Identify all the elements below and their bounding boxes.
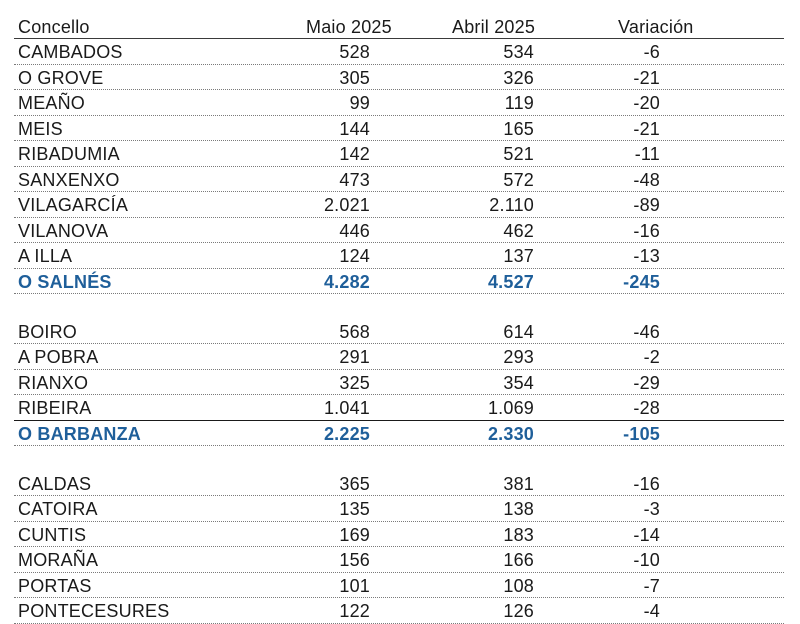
group-spacer xyxy=(14,446,784,471)
row-name: BOIRO xyxy=(18,321,78,342)
row-variation: -13 xyxy=(633,246,660,266)
row-name: VILAGARCÍA xyxy=(18,195,129,215)
row-name: CATOIRA xyxy=(18,499,98,519)
row-april: 166 xyxy=(503,550,534,570)
table-row xyxy=(14,65,784,91)
row-may: 101 xyxy=(339,575,370,596)
header-may: Maio 2025 xyxy=(306,17,392,37)
header-variation: Variación xyxy=(618,17,694,37)
table-row xyxy=(14,598,784,624)
row-name: RIANXO xyxy=(18,372,89,393)
table-row xyxy=(14,141,784,167)
table-row xyxy=(14,573,784,599)
row-name: O GROVE xyxy=(18,67,104,88)
row-april: 138 xyxy=(503,499,534,519)
total-row-barbanza xyxy=(14,421,784,447)
table-row xyxy=(14,344,784,370)
row-variation: -89 xyxy=(633,195,660,215)
total-april: 2.330 xyxy=(487,423,534,444)
row-april: 126 xyxy=(503,601,534,621)
row-variation: -4 xyxy=(643,601,660,621)
header-concello: Concello xyxy=(18,17,90,37)
table-row xyxy=(14,39,784,65)
row-name: A POBRA xyxy=(18,347,99,367)
row-name: A ILLA xyxy=(18,246,73,266)
table-row xyxy=(14,471,784,497)
row-name: RIBADUMIA xyxy=(18,144,120,164)
row-variation: -2 xyxy=(643,347,660,367)
row-april: 521 xyxy=(503,144,534,164)
header-april: Abril 2025 xyxy=(452,17,536,37)
row-may: 99 xyxy=(349,93,370,113)
row-variation: -21 xyxy=(633,118,660,139)
row-name: RIBEIRA xyxy=(18,398,92,418)
row-name: SANXENXO xyxy=(18,169,120,190)
row-variation: -28 xyxy=(633,398,660,418)
row-may: 142 xyxy=(339,144,370,164)
row-april: 108 xyxy=(503,575,534,596)
row-variation: -3 xyxy=(643,499,660,519)
row-april: 119 xyxy=(504,93,534,113)
row-april: 165 xyxy=(503,118,534,139)
total-name: O BARBANZA xyxy=(18,423,141,444)
row-variation: -21 xyxy=(633,67,660,88)
row-may: 144 xyxy=(339,118,370,139)
row-name: MEIS xyxy=(18,118,63,139)
row-variation: -16 xyxy=(633,220,660,241)
row-name: CUNTIS xyxy=(18,524,87,545)
row-may: 291 xyxy=(339,347,370,367)
group-spacer xyxy=(14,294,784,319)
table-row xyxy=(14,218,784,244)
row-may: 325 xyxy=(339,372,370,393)
table-row xyxy=(14,319,784,345)
row-variation: -46 xyxy=(633,321,660,342)
row-may: 135 xyxy=(339,499,370,519)
table-row xyxy=(14,496,784,522)
row-may: 365 xyxy=(339,473,370,494)
row-name: CAMBADOS xyxy=(18,42,123,62)
row-april: 137 xyxy=(503,246,534,266)
row-variation: -48 xyxy=(633,169,660,190)
row-variation: -16 xyxy=(633,473,660,494)
row-april: 381 xyxy=(503,473,534,494)
row-name: MORAÑA xyxy=(18,550,99,570)
table-row xyxy=(14,395,784,421)
total-may: 2.225 xyxy=(323,423,370,444)
table-row xyxy=(14,116,784,142)
row-variation: -11 xyxy=(634,144,660,164)
row-april: 326 xyxy=(503,67,534,88)
row-april: 1.069 xyxy=(487,398,534,418)
row-may: 446 xyxy=(339,220,370,241)
unemployment-table xyxy=(14,14,784,624)
table-row xyxy=(14,192,784,218)
row-variation: -29 xyxy=(633,372,660,393)
row-april: 183 xyxy=(503,524,534,545)
row-variation: -20 xyxy=(633,93,660,113)
row-may: 169 xyxy=(339,524,370,545)
row-april: 293 xyxy=(503,347,534,367)
row-name: PONTECESURES xyxy=(18,601,170,621)
row-name: PORTAS xyxy=(18,575,92,596)
total-name: O SALNÉS xyxy=(18,271,112,292)
total-may: 4.282 xyxy=(323,271,370,292)
row-may: 124 xyxy=(339,246,370,266)
total-row-salnes xyxy=(14,269,784,295)
table-header xyxy=(14,14,784,39)
row-may: 568 xyxy=(339,321,370,342)
table-row xyxy=(14,370,784,396)
row-april: 2.110 xyxy=(489,195,534,215)
total-variation: -105 xyxy=(623,423,660,444)
row-may: 473 xyxy=(339,169,370,190)
row-april: 534 xyxy=(503,42,534,62)
row-variation: -6 xyxy=(643,42,660,62)
table-row xyxy=(14,243,784,269)
row-name: MEAÑO xyxy=(18,93,86,113)
row-april: 572 xyxy=(503,169,534,190)
row-variation: -14 xyxy=(633,524,660,545)
row-may: 2.021 xyxy=(323,195,370,215)
row-may: 528 xyxy=(339,42,370,62)
row-variation: -10 xyxy=(633,550,660,570)
row-name: CALDAS xyxy=(18,473,92,494)
row-variation: -7 xyxy=(643,575,660,596)
row-may: 156 xyxy=(339,550,370,570)
table-row xyxy=(14,167,784,193)
total-variation: -245 xyxy=(623,271,660,292)
row-name: VILANOVA xyxy=(18,220,109,241)
row-may: 305 xyxy=(339,67,370,88)
total-april: 4.527 xyxy=(487,271,534,292)
table-row xyxy=(14,90,784,116)
row-may: 1.041 xyxy=(323,398,370,418)
row-april: 614 xyxy=(503,321,534,342)
table-row xyxy=(14,547,784,573)
table-row xyxy=(14,522,784,548)
row-april: 354 xyxy=(503,372,534,393)
row-april: 462 xyxy=(503,220,534,241)
row-may: 122 xyxy=(339,601,370,621)
